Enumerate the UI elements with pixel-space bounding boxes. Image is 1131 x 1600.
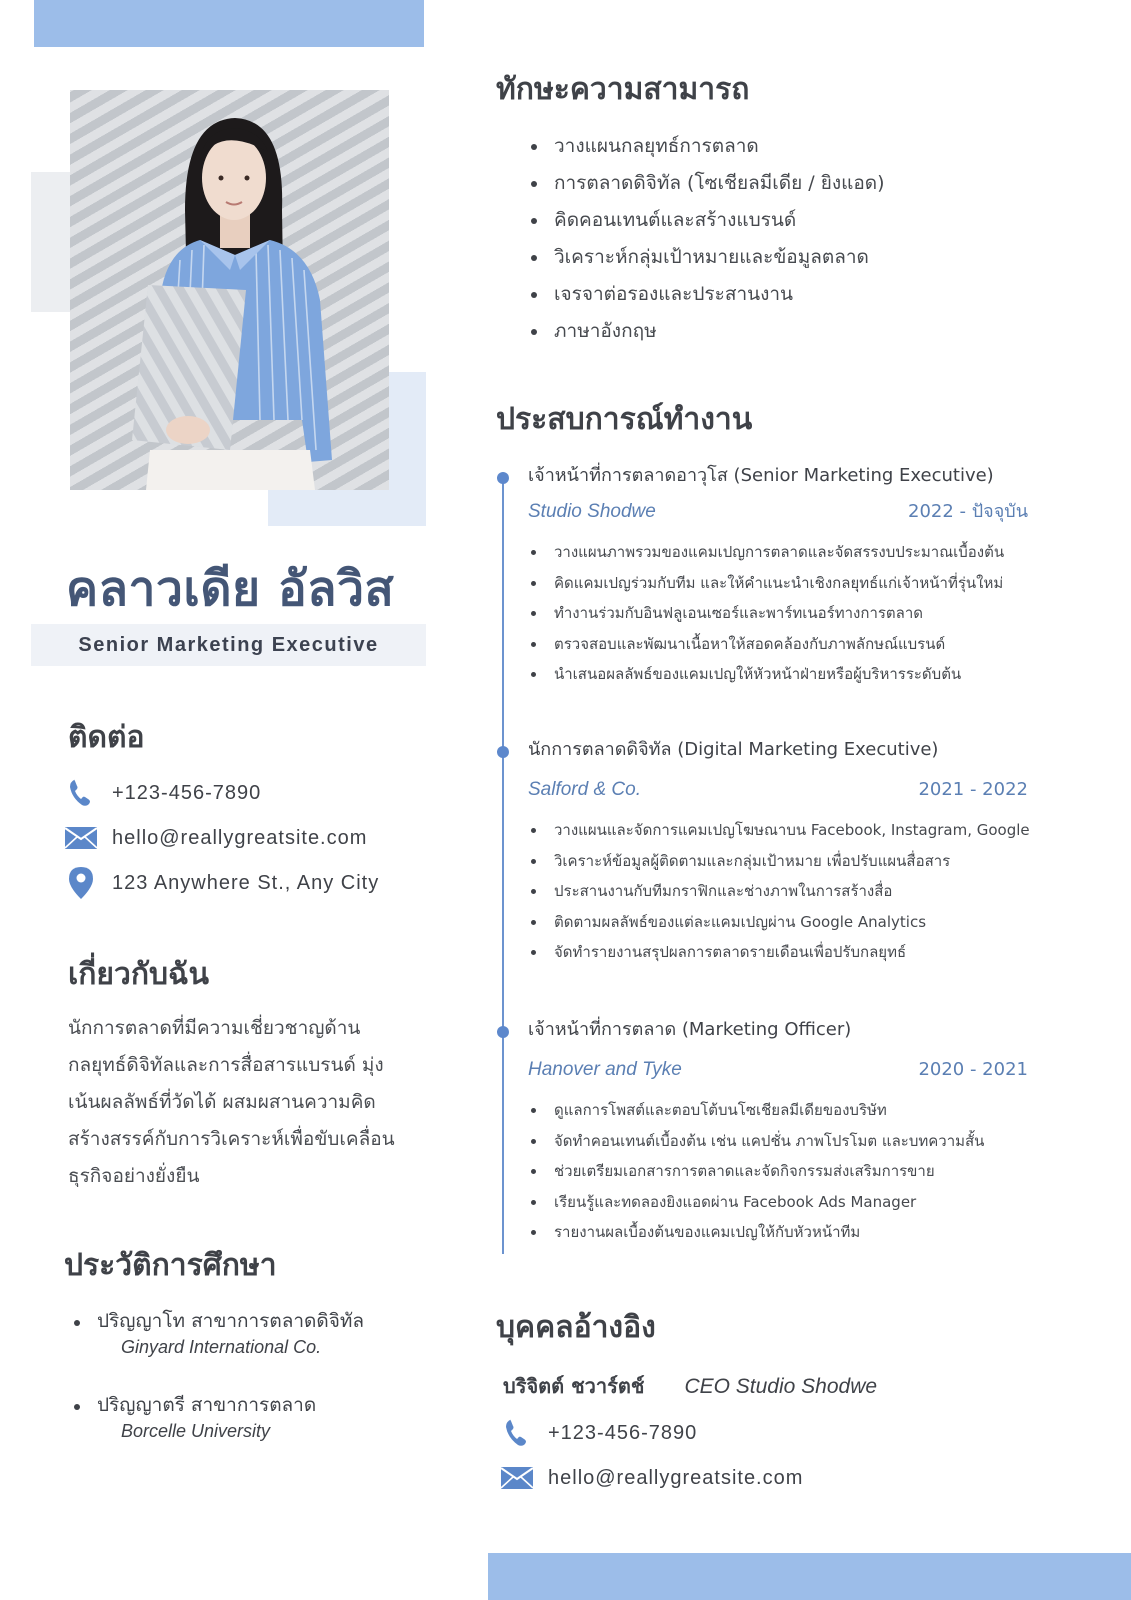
- decorative-block-left: [31, 172, 71, 312]
- job-duties: [528, 815, 1028, 968]
- contact-heading: ติดต่อ: [68, 720, 145, 755]
- education-heading: ประวัติการศึกษา: [64, 1248, 277, 1283]
- job-entry: [528, 737, 1028, 968]
- skill-item: วิเคราะห์กลุ่มเป้าหมายและข้อมูลตลาด: [528, 239, 885, 276]
- job-duty: จัดทำรายงานสรุปผลการตลาดรายเดือนเพื่อปรับกลยุทธ์: [528, 937, 1028, 968]
- education-item: [70, 1308, 430, 1360]
- job-company: Salford & Co.: [528, 779, 641, 800]
- education-degree: ปริญญาโท สาขาการตลาดดิจิทัล: [97, 1310, 365, 1332]
- profile-photo: [70, 90, 389, 490]
- job-duties: [528, 537, 1028, 690]
- skill-item: ภาษาอังกฤษ: [528, 313, 885, 350]
- reference-heading: บุคคลอ้างอิง: [496, 1310, 656, 1345]
- skill-item: วางแผนกลยุทธ์การตลาด: [528, 128, 885, 165]
- job-duties: [528, 1095, 1028, 1248]
- contact-address-text: 123 Anywhere St., Any City: [112, 871, 380, 894]
- job-meta: [528, 1057, 1028, 1083]
- job-duty: เรียนรู้และทดลองยิงแอดผ่าน Facebook Ads Manager: [528, 1187, 1028, 1218]
- contact-email: [64, 823, 379, 853]
- job-duty: วิเคราะห์ข้อมูลผู้ติดตามและกลุ่มเป้าหมาย เพื่อปรับแผนสื่อสาร: [528, 846, 1028, 877]
- skill-item: คิดคอนเทนต์และสร้างแบรนด์: [528, 202, 885, 239]
- skill-item: เจรจาต่อรองและประสานงาน: [528, 276, 885, 313]
- timeline-dot: [497, 746, 509, 758]
- job-duty: ประสานงานกับทีมกราฟิกและช่างภาพในการสร้างสื่อ: [528, 876, 1028, 907]
- job-position: เจ้าหน้าที่การตลาดอาวุโส (Senior Marketing Executive): [528, 465, 994, 486]
- reference-contact-list: [500, 1418, 803, 1493]
- contact-phone: [64, 778, 379, 808]
- timeline-dot: [497, 472, 509, 484]
- portrait-illustration: [70, 90, 389, 490]
- reference-role: CEO Studio Shodwe: [684, 1375, 878, 1398]
- job-duty: ช่วยเตรียมเอกสารการตลาดและจัดกิจกรรมส่งเสริมการขาย: [528, 1156, 1028, 1187]
- contact-address: [64, 868, 379, 898]
- skill-item: การตลาดดิจิทัล (โซเชียลมีเดีย / ยิงแอด): [528, 165, 885, 202]
- education-degree: ปริญญาตรี สาขาการตลาด: [97, 1394, 317, 1416]
- job-company: Studio Shodwe: [528, 501, 656, 522]
- job-duty: วางแผนภาพรวมของแคมเปญการตลาดและจัดสรรงบประมาณเบื้องต้น: [528, 537, 1028, 568]
- contact-email-text[interactable]: hello@reallygreatsite.com: [112, 826, 368, 849]
- job-entry: [528, 463, 1028, 690]
- contact-list: [64, 778, 379, 898]
- job-company: Hanover and Tyke: [528, 1059, 682, 1080]
- education-school: Borcelle University: [121, 1421, 271, 1441]
- bottom-accent-bar: [488, 1553, 1131, 1600]
- education-list: [70, 1308, 430, 1476]
- job-duty: ดูแลการโพสต์และตอบโต้บนโซเชียลมีเดียของบริษัท: [528, 1095, 1028, 1126]
- job-entry: [528, 1017, 1028, 1248]
- job-duty: ติดตามผลลัพธ์ของแต่ละแคมเปญผ่าน Google Analytics: [528, 907, 1028, 938]
- timeline-dot: [497, 1026, 509, 1038]
- contact-phone-text[interactable]: +123-456-7890: [112, 781, 262, 804]
- about-text: นักการตลาดที่มีความเชี่ยวชาญด้านกลยุทธ์ดิจิทัลและการสื่อสารแบรนด์ มุ่งเน้นผลลัพธ์ที่วัดได้ ผสมผสานความคิดสร้างสรรค์กับการวิเคราะห์เพื่อขับเคลื่อนธุรกิจอย่างยั่งยืน: [68, 1017, 395, 1187]
- reference-email-text[interactable]: hello@reallygreatsite.com: [548, 1466, 804, 1489]
- reference-phone: [500, 1418, 803, 1448]
- job-meta: [528, 777, 1028, 803]
- job-duty: นำเสนอผลลัพธ์ของแคมเปญให้หัวหน้าฝ่ายหรือผู้บริหารระดับต้น: [528, 659, 1028, 690]
- job-years: 2021 - 2022: [918, 779, 1028, 800]
- job-duty: ทำงานร่วมกับอินฟลูเอนเซอร์และพาร์ทเนอร์ทางการตลาด: [528, 598, 1028, 629]
- skills-list: [528, 128, 885, 350]
- job-years: 2022 - ปัจจุบัน: [908, 501, 1028, 522]
- education-school: Ginyard International Co.: [121, 1337, 322, 1357]
- job-position: นักการตลาดดิจิทัล (Digital Marketing Executive): [528, 739, 939, 760]
- mail-icon: [500, 1463, 534, 1493]
- timeline-line: [502, 478, 504, 1254]
- job-duty: วางแผนและจัดการแคมเปญโฆษณาบน Facebook, Instagram, Google: [528, 815, 1028, 846]
- reference-email: [500, 1463, 803, 1493]
- experience-heading: ประสบการณ์ทำงาน: [496, 402, 753, 437]
- reference-phone-text[interactable]: +123-456-7890: [548, 1421, 698, 1444]
- job-position: เจ้าหน้าที่การตลาด (Marketing Officer): [528, 1019, 852, 1040]
- mail-icon: [64, 823, 98, 853]
- education-item: [70, 1392, 430, 1444]
- reference-person: [503, 1370, 877, 1402]
- phone-icon: [64, 778, 98, 808]
- job-duty: รายงานผลเบื้องต้นของแคมเปญให้กับหัวหน้าทีม: [528, 1217, 1028, 1248]
- reference-name: บริจิตต์ ชวาร์ตช์: [503, 1374, 645, 1398]
- job-duty: จัดทำคอนเทนต์เบื้องต้น เช่น แคปชั่น ภาพโปรโมต และบทความสั้น: [528, 1126, 1028, 1157]
- phone-icon: [500, 1418, 534, 1448]
- job-title-subtitle: Senior Marketing Executive: [78, 634, 379, 656]
- candidate-name: คลาวเดีย อัลวิส: [66, 561, 395, 617]
- top-accent-bar: [34, 0, 424, 47]
- job-duty: ตรวจสอบและพัฒนาเนื้อหาให้สอดคล้องกับภาพลักษณ์แบรนด์: [528, 629, 1028, 660]
- job-years: 2020 - 2021: [918, 1059, 1028, 1080]
- location-pin-icon: [64, 868, 98, 898]
- job-meta: [528, 499, 1028, 525]
- skills-heading: ทักษะความสามารถ: [496, 72, 750, 107]
- job-duty: คิดแคมเปญร่วมกับทีม และให้คำแนะนำเชิงกลยุทธ์แก่เจ้าหน้าที่รุ่นใหม่: [528, 568, 1028, 599]
- about-heading: เกี่ยวกับฉัน: [68, 957, 209, 992]
